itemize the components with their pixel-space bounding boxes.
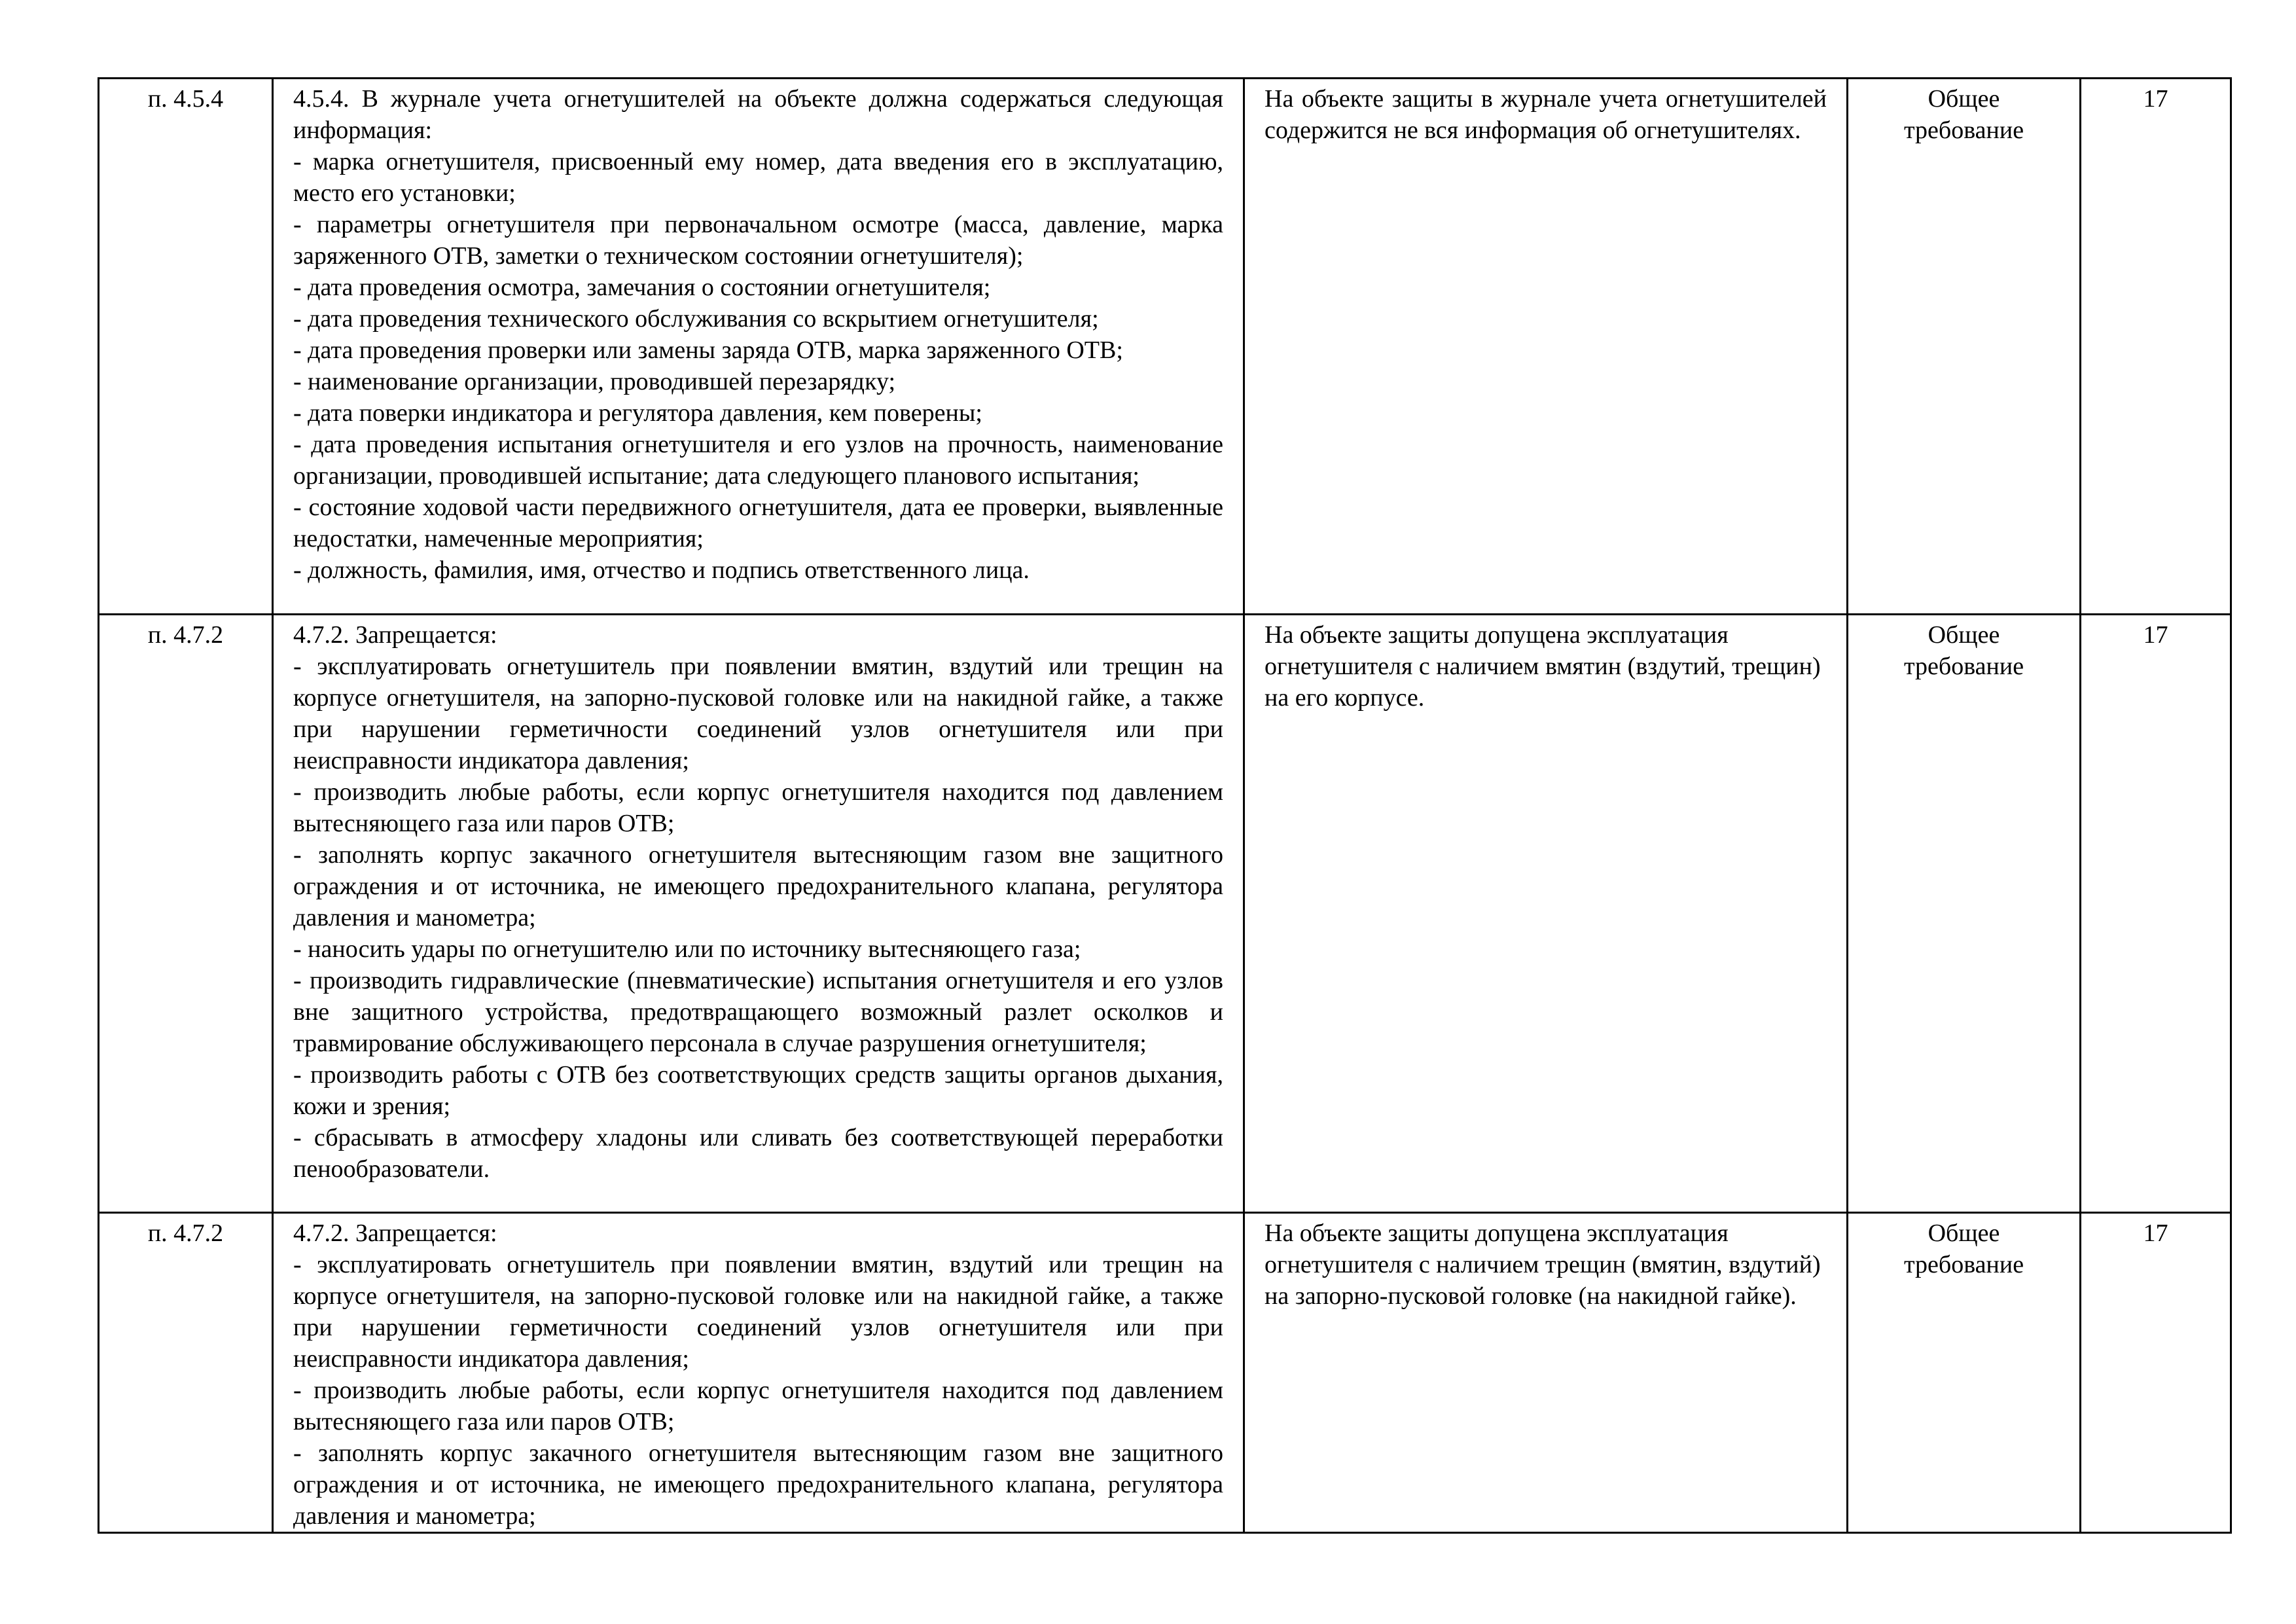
requirement-line: - наименование организации, проводившей перезарядку; xyxy=(293,368,895,395)
table-row xyxy=(99,79,2231,615)
requirement-text xyxy=(273,615,1244,1213)
requirement-text xyxy=(273,79,1244,615)
requirement-line: - эксплуатировать огнетушитель при появлении вмятин, вздутий или трещин на корпусе огнетушителя, на запорно-пусковой головке или на накидной гайке, а также при нарушении герметичности соединений узлов огнетушителя или при неисправности индикатора давления; xyxy=(293,1251,1223,1373)
requirement-line: - дата проведения осмотра, замечания о состоянии огнетушителя; xyxy=(293,274,991,301)
requirement-text xyxy=(273,1213,1244,1533)
table-row xyxy=(99,615,2231,1213)
clause-reference: п. 4.5.4 xyxy=(99,79,273,615)
requirements-table xyxy=(98,77,2232,1534)
requirement-line: - производить любые работы, если корпус огнетушителя находится под давлением вытесняющего газа или паров ОТВ; xyxy=(293,1377,1223,1435)
requirement-line: - марка огнетушителя, присвоенный ему номер, дата введения его в эксплуатацию, место его установки; xyxy=(293,148,1223,207)
requirement-line: - должность, фамилия, имя, отчество и подпись ответственного лица. xyxy=(293,556,1030,584)
requirement-line: - заполнять корпус закачного огнетушителя вытесняющим газом вне защитного ограждения и от источника, не имеющего предохранительного клапана, регулятора давления и манометра; xyxy=(293,841,1223,931)
item-number: 17 xyxy=(2081,615,2231,1213)
requirement-line: - производить любые работы, если корпус огнетушителя находится под давлением вытесняющего газа или паров ОТВ; xyxy=(293,778,1223,837)
clause-reference: п. 4.7.2 xyxy=(99,615,273,1213)
item-number: 17 xyxy=(2081,1213,2231,1533)
requirement-line: 4.7.2. Запрещается: xyxy=(293,1219,497,1247)
clause-reference: п. 4.7.2 xyxy=(99,1213,273,1533)
requirement-line: - заполнять корпус закачного огнетушителя вытесняющим газом вне защитного ограждения и от источника, не имеющего предохранительного клапана, регулятора давления и манометра; xyxy=(293,1439,1223,1530)
requirement-line: - параметры огнетушителя при первоначальном осмотре (масса, давление, марка заряженного ОТВ, заметки о техническом состоянии огнетушителя); xyxy=(293,211,1223,270)
requirement-type: Общее требование xyxy=(1848,79,2081,615)
table-row xyxy=(99,1213,2231,1533)
requirement-line: 4.5.4. В журнале учета огнетушителей на объекте должна содержаться следующая информация: xyxy=(293,85,1223,144)
requirement-line: - производить гидравлические (пневматические) испытания огнетушителя и его узлов вне защитного устройства, предотвращающего возможный разлет осколков и травмирование обслуживающего персонала в случае разрушения огнетушителя; xyxy=(293,967,1223,1057)
requirement-line: - состояние ходовой части передвижного огнетушителя, дата ее проверки, выявленные недостатки, намеченные мероприятия; xyxy=(293,494,1223,552)
requirement-line: - дата проведения проверки или замены заряда ОТВ, марка заряженного ОТВ; xyxy=(293,336,1123,364)
requirement-line: - дата проведения технического обслуживания со вскрытием огнетушителя; xyxy=(293,305,1099,333)
violation-description: На объекте защиты допущена эксплуатация огнетушителя с наличием вмятин (вздутий, трещин) на его корпусе. xyxy=(1244,615,1848,1213)
violation-description: На объекте защиты в журнале учета огнетушителей содержится не вся информация об огнетушителях. xyxy=(1244,79,1848,615)
violation-description: На объекте защиты допущена эксплуатация огнетушителя с наличием трещин (вмятин, вздутий) на запорно-пусковой головке (на накидной гайке). xyxy=(1244,1213,1848,1533)
requirement-line: 4.7.2. Запрещается: xyxy=(293,621,497,649)
requirement-line: - сбрасывать в атмосферу хладоны или сливать без соответствующей переработки пенообразователи. xyxy=(293,1124,1223,1183)
requirement-type: Общее требование xyxy=(1848,615,2081,1213)
requirement-line: - дата поверки индикатора и регулятора давления, кем поверены; xyxy=(293,399,982,427)
requirement-line: - дата проведения испытания огнетушителя и его узлов на прочность, наименование организации, проводившей испытание; дата следующего планового испытания; xyxy=(293,431,1223,490)
item-number: 17 xyxy=(2081,79,2231,615)
requirement-line: - наносить удары по огнетушителю или по источнику вытесняющего газа; xyxy=(293,935,1081,963)
requirement-line: - производить работы с ОТВ без соответствующих средств защиты органов дыхания, кожи и зрения; xyxy=(293,1061,1223,1120)
requirement-type: Общее требование xyxy=(1848,1213,2081,1533)
requirement-line: - эксплуатировать огнетушитель при появлении вмятин, вздутий или трещин на корпусе огнетушителя, на запорно-пусковой головке или на накидной гайке, а также при нарушении герметичности соединений узлов огнетушителя или при неисправности индикатора давления; xyxy=(293,653,1223,774)
